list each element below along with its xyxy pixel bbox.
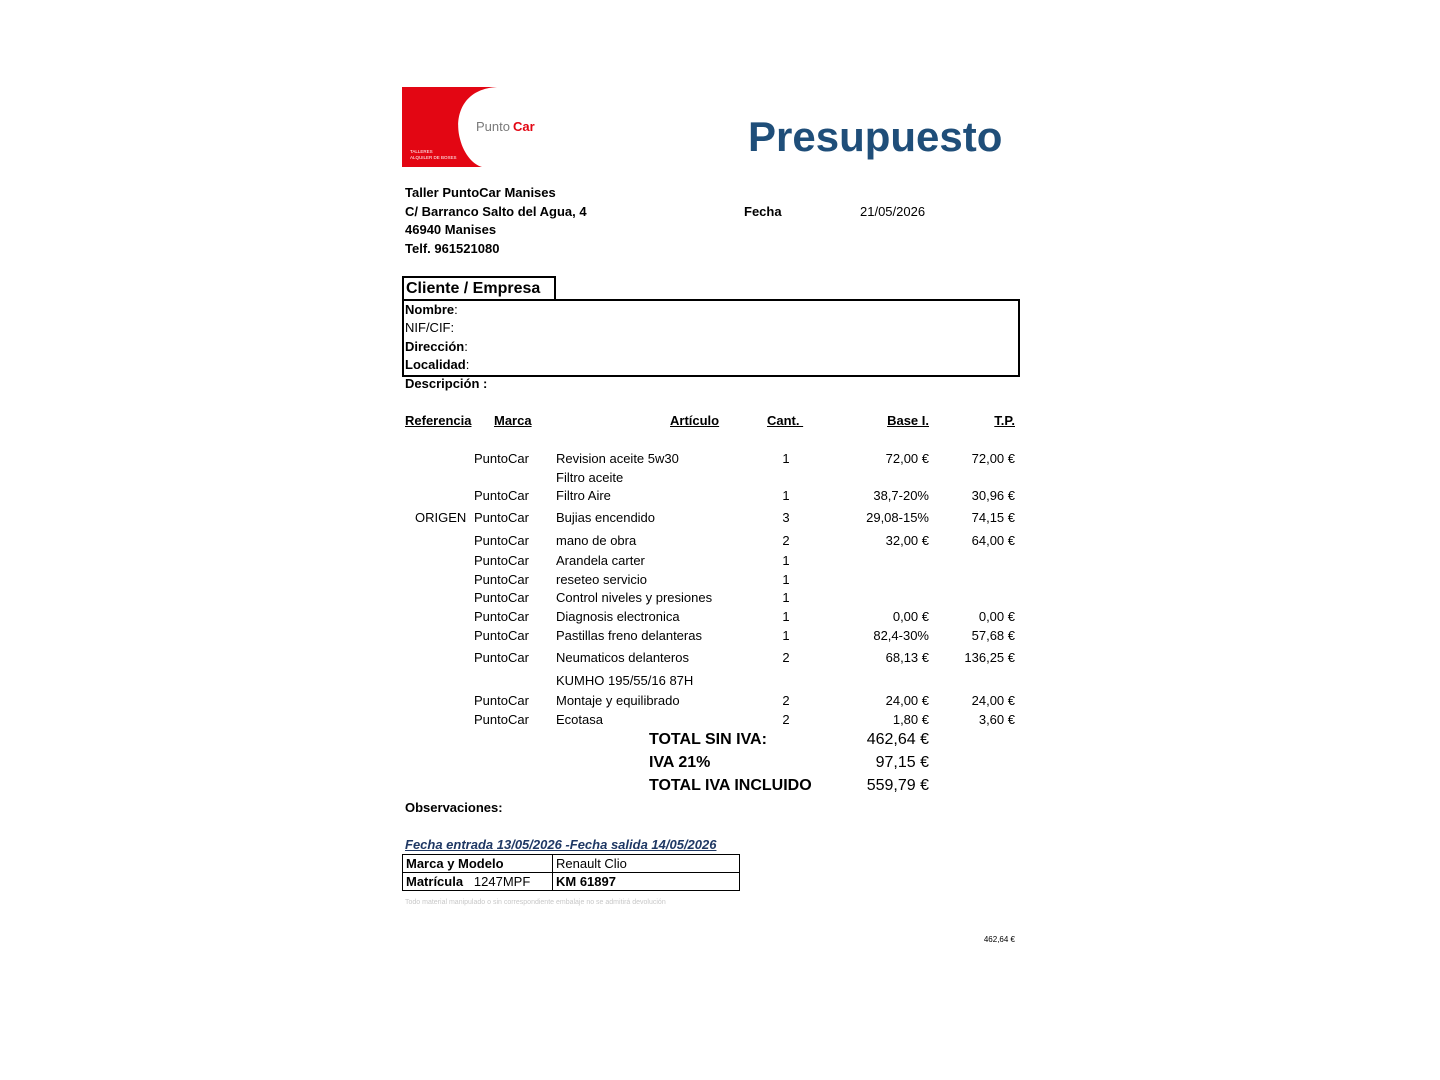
row-quantity: 2 xyxy=(782,650,790,665)
date-label: Fecha xyxy=(744,204,782,219)
service-dates: Fecha entrada 13/05/2026 -Fecha salida 14/05/2026 xyxy=(405,837,717,852)
row-article: Ecotasa xyxy=(556,712,603,727)
client-locality-field: Localidad: xyxy=(405,357,470,372)
row-article: Diagnosis electronica xyxy=(556,609,680,624)
row-article: Bujias encendido xyxy=(556,510,656,525)
logo-graphic xyxy=(402,87,545,167)
header-cantidad: Cant. xyxy=(767,413,804,428)
row-article: KUMHO 195/55/16 87H xyxy=(556,673,694,688)
vehicle-model-row xyxy=(403,855,740,873)
row-brand: PuntoCar xyxy=(474,488,529,503)
client-locality-label: Localidad xyxy=(405,357,466,372)
row-article: Arandela carter xyxy=(556,553,645,568)
row-quantity: 1 xyxy=(782,609,790,624)
client-name-label: Nombre xyxy=(405,302,455,317)
vehicle-plate-label: Matrícula xyxy=(406,874,464,889)
row-base-price: 1,80 € xyxy=(892,712,929,727)
row-quantity: 3 xyxy=(782,510,790,525)
row-base-price: 82,4-30% xyxy=(873,628,929,643)
date-value: 21/05/2026 xyxy=(860,204,926,219)
client-address-field: Dirección: xyxy=(405,339,468,354)
observations-label: Observaciones: xyxy=(405,800,503,815)
row-quantity: 1 xyxy=(782,572,790,587)
row-quantity: 1 xyxy=(782,628,790,643)
total-value: 559,79 € xyxy=(866,777,929,794)
vehicle-plate-row xyxy=(403,873,740,891)
client-address-label: Dirección xyxy=(405,339,465,354)
header-articulo: Artículo xyxy=(670,413,720,428)
row-article: Filtro aceite xyxy=(556,470,624,485)
company-address: C/ Barranco Salto del Agua, 4 xyxy=(405,204,587,219)
subtotal-value: 462,64 € xyxy=(866,731,929,748)
row-base-price: 0,00 € xyxy=(892,609,929,624)
row-article: Control niveles y presiones xyxy=(556,590,713,605)
row-total-price: 57,68 € xyxy=(971,628,1015,643)
row-quantity: 2 xyxy=(782,693,790,708)
company-city: 46940 Manises xyxy=(405,222,497,237)
footer-amount: 462,64 € xyxy=(983,935,1015,944)
vehicle-km: KM 61897 xyxy=(553,873,740,891)
footer-disclaimer: Todo material manipulado o sin correspondiente embalaje no se admitirá devolución xyxy=(405,899,666,906)
row-quantity: 1 xyxy=(782,590,790,605)
row-article: Neumaticos delanteros xyxy=(556,650,689,665)
row-quantity: 1 xyxy=(782,451,790,466)
row-quantity: 2 xyxy=(782,533,790,548)
row-total-price: 72,00 € xyxy=(971,451,1015,466)
row-article: Montaje y equilibrado xyxy=(556,693,680,708)
row-quantity: 2 xyxy=(782,712,790,727)
row-brand: PuntoCar xyxy=(474,712,529,727)
row-total-price: 24,00 € xyxy=(971,693,1015,708)
company-phone: Telf. 961521080 xyxy=(405,241,500,256)
header-tp: T.P. xyxy=(994,413,1015,428)
row-brand: PuntoCar xyxy=(474,572,529,587)
vat-value: 97,15 € xyxy=(875,754,929,771)
row-total-price: 3,60 € xyxy=(978,712,1015,727)
row-base-price: 38,7-20% xyxy=(873,488,929,503)
logo-tagline-2: ALQUILER DE BOXES xyxy=(410,155,457,160)
row-total-price: 64,00 € xyxy=(971,533,1015,548)
vat-label: IVA 21% xyxy=(649,754,711,771)
row-brand: PuntoCar xyxy=(474,628,529,643)
row-quantity: 1 xyxy=(782,553,790,568)
puntocar-logo xyxy=(402,87,545,167)
row-brand: PuntoCar xyxy=(474,553,529,568)
row-article: Filtro Aire xyxy=(556,488,611,503)
row-brand: PuntoCar xyxy=(474,590,529,605)
row-brand: PuntoCar xyxy=(474,533,529,548)
row-base-price: 32,00 € xyxy=(885,533,929,548)
row-brand: PuntoCar xyxy=(474,510,529,525)
row-base-price: 29,08-15% xyxy=(866,510,929,525)
total-label: TOTAL IVA INCLUIDO xyxy=(649,777,812,794)
client-name-field: Nombre: xyxy=(405,302,458,317)
row-reference: ORIGEN xyxy=(415,510,467,525)
vehicle-plate-value: 1247MPF xyxy=(473,874,531,889)
client-title: Cliente / Empresa xyxy=(406,280,541,297)
row-brand: PuntoCar xyxy=(474,650,529,665)
document-title: Presupuesto xyxy=(748,113,1003,160)
header-base: Base I. xyxy=(887,413,929,428)
row-brand: PuntoCar xyxy=(474,693,529,708)
logo-brand-prefix: Punto xyxy=(476,119,510,134)
client-box xyxy=(402,299,1020,377)
header-referencia: Referencia xyxy=(405,413,472,428)
header-marca: Marca xyxy=(494,413,532,428)
row-base-price: 24,00 € xyxy=(885,693,929,708)
row-article: Pastillas freno delanteras xyxy=(556,628,702,643)
row-total-price: 136,25 € xyxy=(964,650,1015,665)
company-name: Taller PuntoCar Manises xyxy=(405,185,556,200)
row-total-price: 0,00 € xyxy=(978,609,1015,624)
row-total-price: 30,96 € xyxy=(971,488,1015,503)
row-base-price: 72,00 € xyxy=(885,451,929,466)
vehicle-model-label: Marca y Modelo xyxy=(403,855,553,873)
client-nif-label: NIF/CIF: xyxy=(405,320,455,335)
row-brand: PuntoCar xyxy=(474,609,529,624)
row-quantity: 1 xyxy=(782,488,790,503)
logo-tagline-1: TALLERES xyxy=(410,149,433,154)
logo-brand-suffix: Car xyxy=(513,119,535,134)
row-total-price: 74,15 € xyxy=(971,510,1015,525)
row-base-price: 68,13 € xyxy=(885,650,929,665)
subtotal-label: TOTAL SIN IVA: xyxy=(649,731,767,748)
vehicle-plate-cell xyxy=(403,873,553,891)
row-article: mano de obra xyxy=(556,533,637,548)
vehicle-table xyxy=(402,854,740,891)
vehicle-model-value: Renault Clio xyxy=(553,855,740,873)
row-article: reseteo servicio xyxy=(556,572,648,587)
description-label: Descripción : xyxy=(405,376,488,391)
row-brand: PuntoCar xyxy=(474,451,529,466)
row-article: Revision aceite 5w30 xyxy=(556,451,679,466)
